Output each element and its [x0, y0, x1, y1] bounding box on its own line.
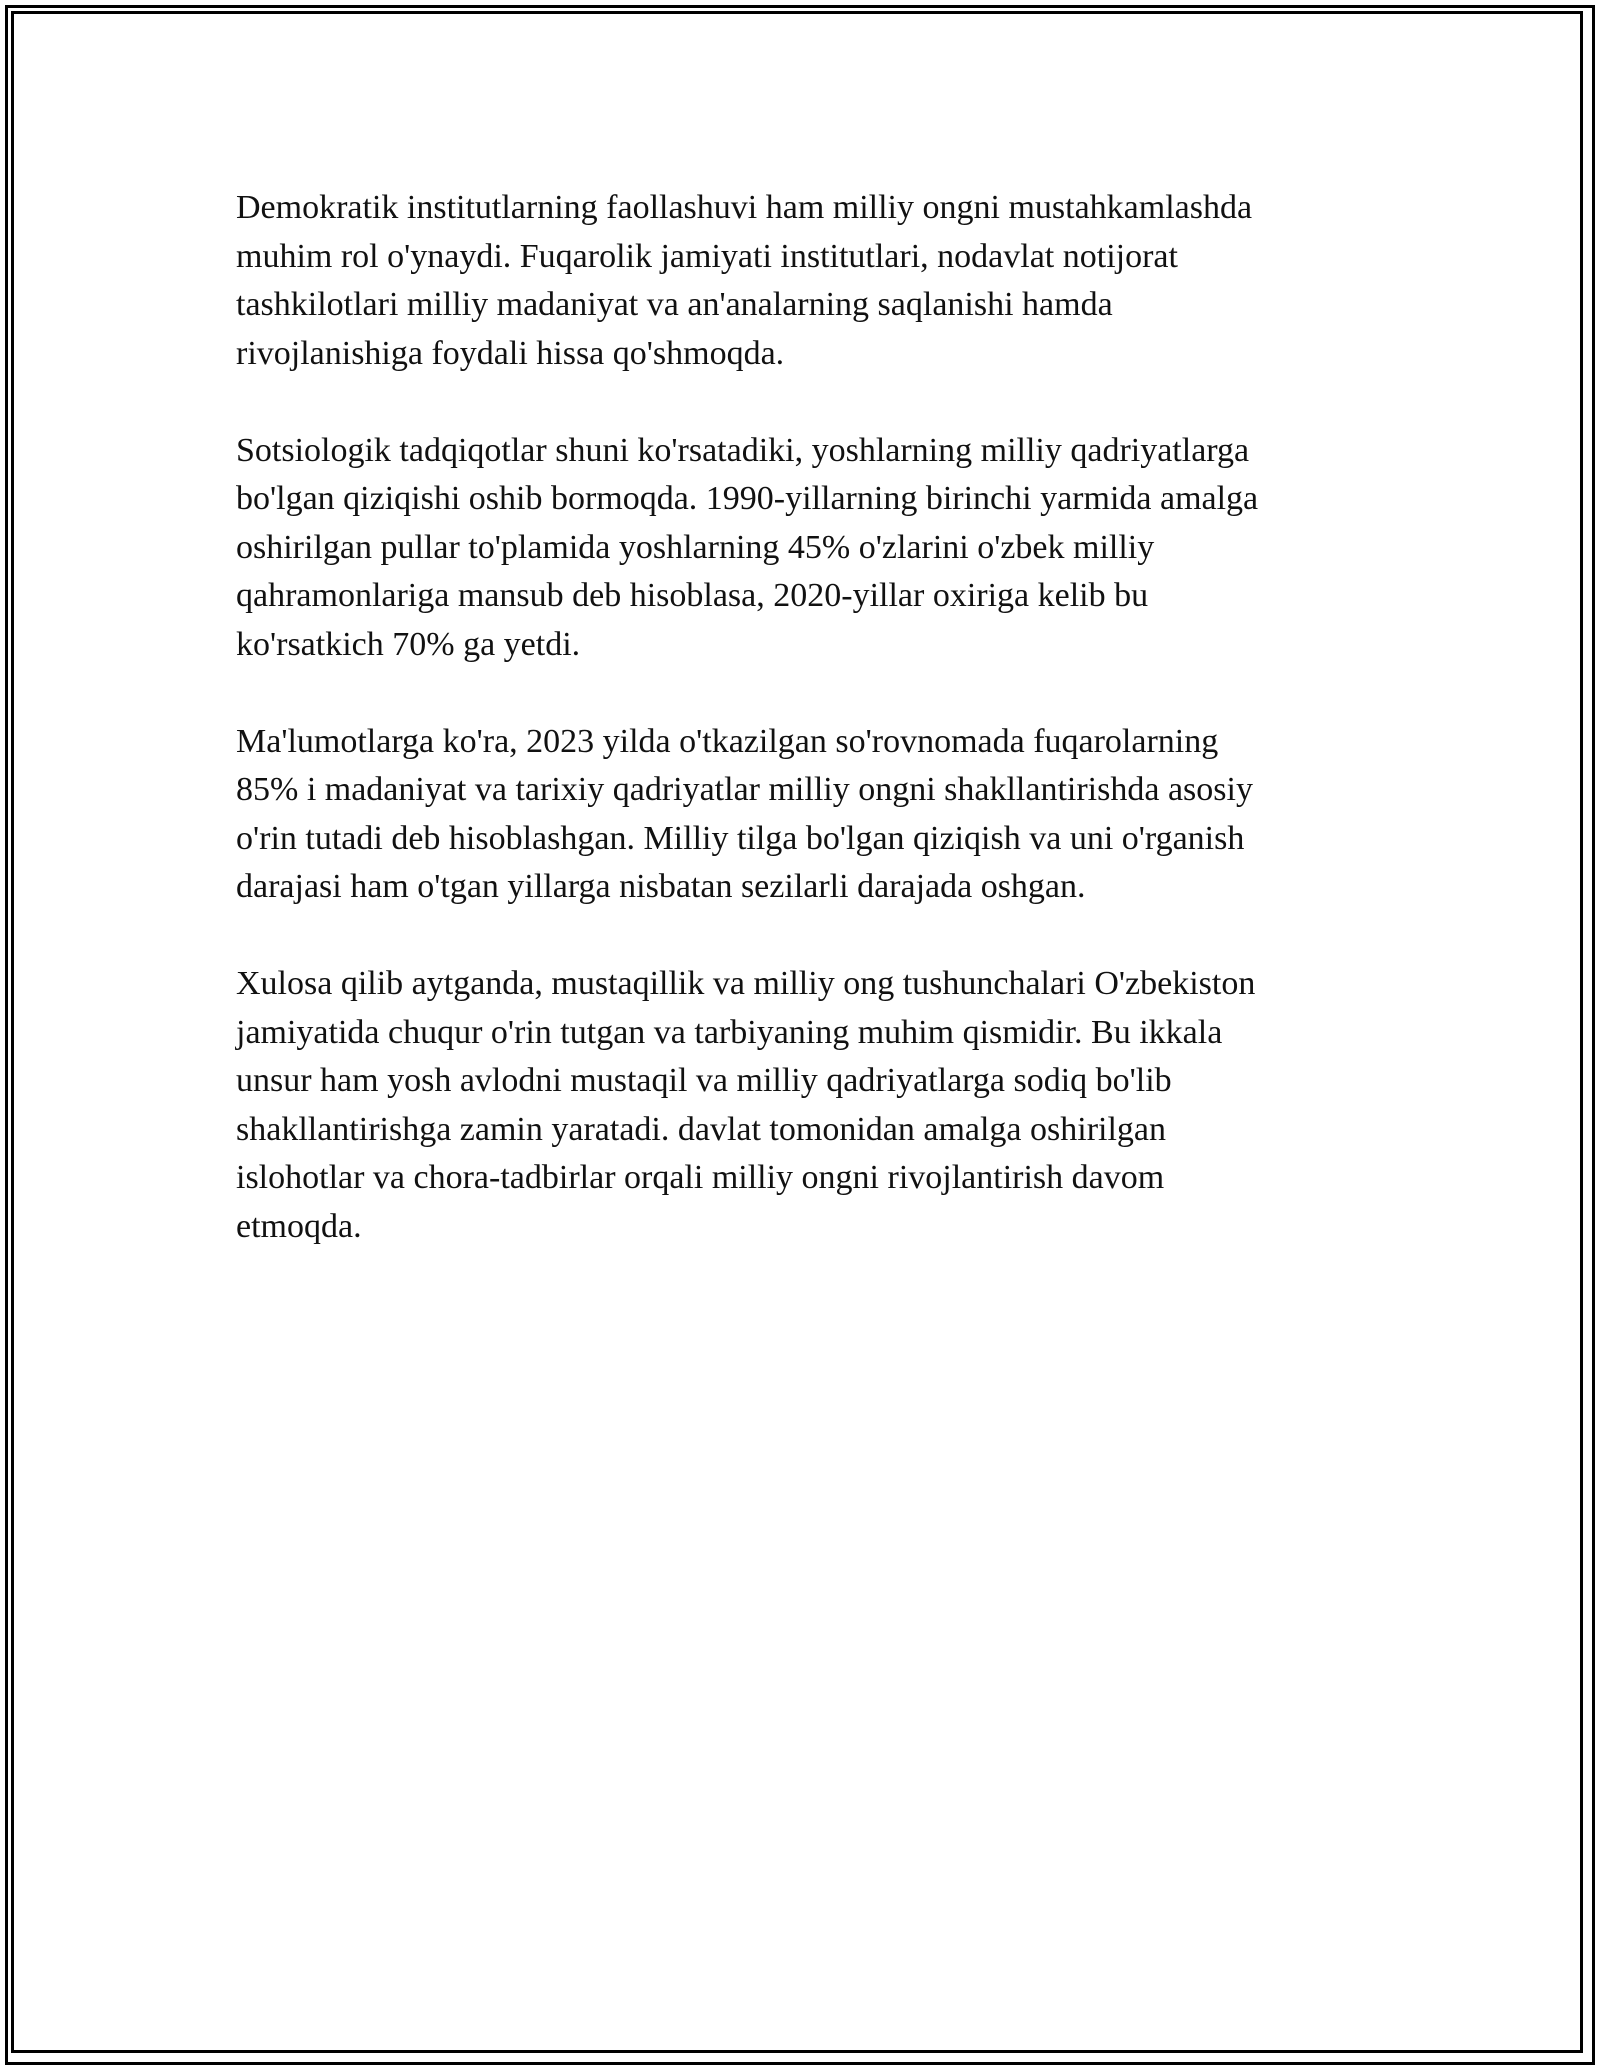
text-line: oshirilgan pullar to'plamida yoshlarning 45% o'zlarini o'zbek milliy	[236, 528, 1155, 566]
text-line: tashkilotlari milliy madaniyat va an'analarning saqlanishi hamda	[236, 286, 1113, 323]
text-line: jamiyatida chuqur o'rin tutgan va tarbiyaning muhim qismidir. Bu ikkala	[236, 1013, 1223, 1051]
text-line: qahramonlariga mansub deb hisoblasa, 2020-yillar oxiriga kelib bu	[236, 577, 1149, 614]
text-line: bo'lgan qiziqishi oshib bormoqda. 1990-yillarning birinchi yarmida amalga	[236, 480, 1259, 517]
text-line: o'rin tutadi deb hisoblashgan. Milliy tilga bo'lgan qiziqish va uni o'rganish	[236, 819, 1245, 857]
text-line: shakllantirishga zamin yaratadi. davlat tomonidan amalga oshirilgan	[236, 1110, 1167, 1148]
document-body	[236, 184, 1366, 1300]
paragraph-conclusion	[236, 960, 1366, 1251]
text-line: 85% i madaniyat va tarixiy qadriyatlar milliy ongni shakllantirishda asosiy	[236, 771, 1253, 808]
paragraph-survey-data	[236, 718, 1366, 912]
text-line: ko'rsatkich 70% ga yetdi.	[236, 625, 581, 663]
text-line: Demokratik institutlarning faollashuvi ham milliy ongni mustahkamlashda	[236, 189, 1253, 226]
text-line: unsur ham yosh avlodni mustaqil va milliy qadriyatlarga sodiq bo'lib	[236, 1062, 1172, 1099]
paragraph-institutions	[236, 184, 1366, 378]
text-line: Ma'lumotlarga ko'ra, 2023 yilda o'tkazilgan so'rovnomada fuqarolarning	[236, 722, 1219, 760]
text-line: islohotlar va chora-tadbirlar orqali milliy ongni rivojlantirish davom	[236, 1159, 1165, 1196]
paragraph-sociological-research	[236, 427, 1366, 670]
text-line: etmoqda.	[236, 1207, 362, 1245]
text-line: darajasi ham o'tgan yillarga nisbatan sezilarli darajada oshgan.	[236, 868, 1086, 905]
text-line: muhim rol o'ynaydi. Fuqarolik jamiyati institutlari, nodavlat notijorat	[236, 237, 1178, 275]
text-line: Sotsiologik tadqiqotlar shuni ko'rsatadiki, yoshlarning milliy qadriyatlarga	[236, 431, 1250, 469]
text-line: Xulosa qilib aytganda, mustaqillik va milliy ong tushunchalari O'zbekiston	[236, 965, 1256, 1002]
text-line: rivojlanishiga foydali hissa qo'shmoqda.	[236, 334, 785, 372]
